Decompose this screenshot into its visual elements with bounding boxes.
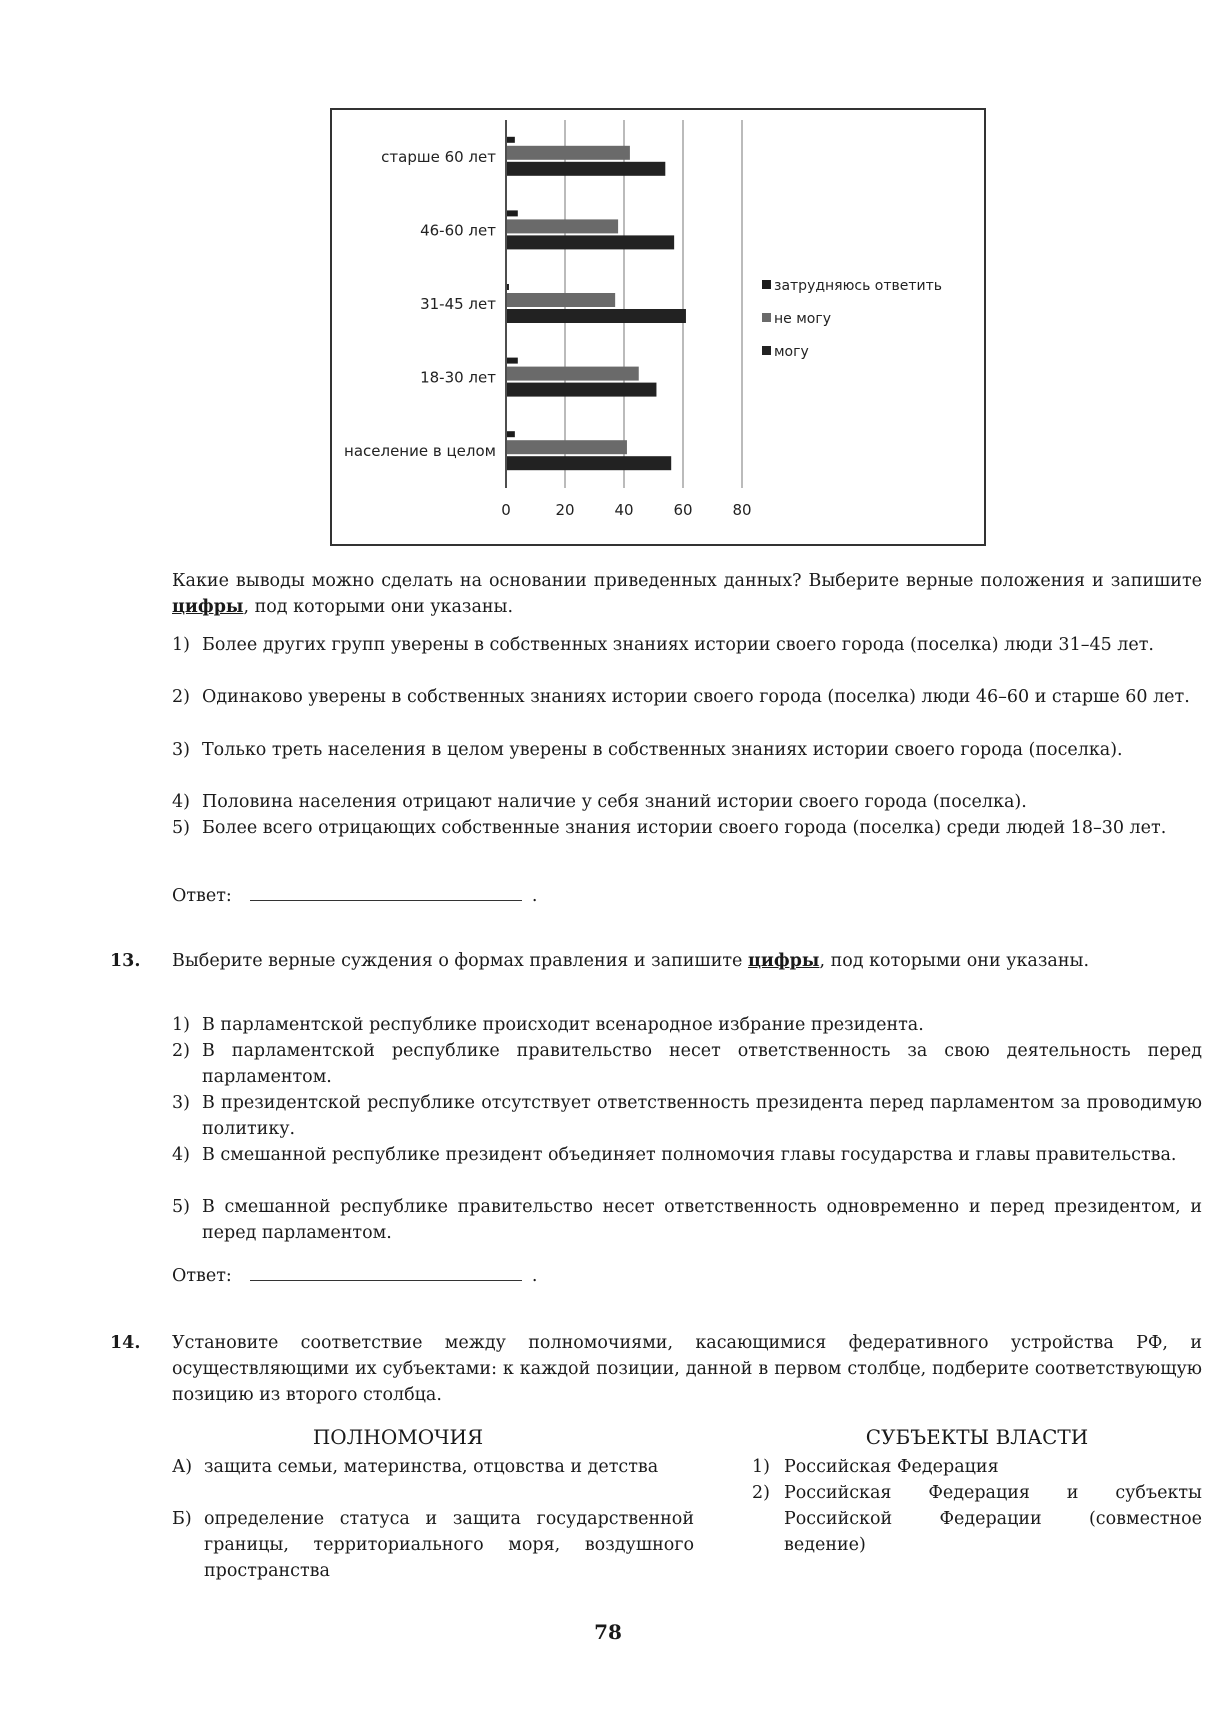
category-label: население в целом [344, 442, 496, 461]
x-tick-label: 20 [555, 501, 575, 519]
x-tick-label: 40 [614, 501, 634, 519]
category-label: 46-60 лет [420, 221, 496, 240]
page-number: 78 [594, 1620, 622, 1644]
bar-0-4 [507, 431, 515, 437]
q13-option-4: 4) В смешанной республике президент объединяет полномочия главы государства и главы правительства. [172, 1145, 1177, 1165]
bar-2-1 [507, 235, 674, 249]
bar-0-3 [507, 358, 518, 364]
x-tick-label: 0 [501, 501, 511, 519]
bar-0-0 [507, 137, 515, 143]
bar-2-3 [507, 383, 656, 397]
q12-option-5: 5) Более всего отрицающих собственные знания истории своего города (поселка) среди людей 18–30 лет. [172, 818, 1167, 838]
bar-1-2 [507, 293, 615, 307]
q14-left-item-a: А) защита семьи, материнства, отцовства и детства [172, 1457, 659, 1477]
q14-right-header: СУБЪЕКТЫ ВЛАСТИ [865, 1425, 1089, 1449]
q13-option-2: 2) В парламентской республике правительство несет ответственность за свою деятельность перед парламентом. [172, 1041, 1202, 1087]
legend-label: затрудняюсь ответить [774, 278, 943, 294]
q14-right-item-1: 1) Российская Федерация [752, 1457, 999, 1477]
category-label: 18-30 лет [420, 368, 496, 387]
bar-2-0 [507, 162, 665, 176]
q13-number: 13. [110, 951, 141, 971]
legend-swatch [762, 346, 771, 355]
category-label: старше 60 лет [381, 147, 496, 166]
q13-prompt: Выберите верные суждения о формах правления и запишите цифры, под которыми они указаны. [172, 951, 1090, 971]
q14-number: 14. [110, 1333, 141, 1353]
bar-1-3 [507, 367, 639, 381]
bar-2-2 [507, 309, 686, 323]
q12-prompt: Какие выводы можно сделать на основании приведенных данных? Выберите верные положения и запишите цифры, под которыми они указаны. [172, 571, 1202, 617]
q12-option-4: 4) Половина населения отрицают наличие у себя знаний истории своего города (поселка). [172, 792, 1027, 812]
q12-option-1: 1) Более других групп уверены в собственных знаниях истории своего города (поселка) люди 31–45 лет. [172, 635, 1154, 655]
q12-answer-field[interactable] [250, 882, 522, 901]
q14-left-item-b: Б) определение статуса и защита государственной границы, территориального моря, воздушного пространства [172, 1509, 694, 1581]
q14-prompt: Установите соответствие между полномочиями, касающимися федеративного устройства РФ, и осуществляющими их субъектами: к каждой позиции, данной в первом столбце, подберите соответствующую позицию из второго столбца. [172, 1333, 1202, 1405]
q13-answer-field[interactable] [250, 1262, 522, 1281]
q14-right-item-2: 2) Российская Федерация и субъекты Российской Федерации (совместное ведение) [752, 1483, 1202, 1555]
q12-option-2: 2) Одинаково уверены в собственных знаниях истории своего города (поселка) люди 46–60 и старше 60 лет. [172, 687, 1190, 707]
q13-option-5: 5) В смешанной республике правительство несет ответственность одновременно и перед президентом, и перед парламентом. [172, 1197, 1202, 1243]
bar-0-2 [507, 284, 509, 290]
bar-1-1 [507, 219, 618, 233]
legend-label: могу [774, 344, 809, 360]
bar-2-4 [507, 456, 671, 470]
x-tick-label: 60 [673, 501, 693, 519]
bar-1-0 [507, 146, 630, 160]
q13-answer: Ответ: . [172, 1262, 537, 1289]
q12-option-3: 3) Только треть населения в целом уверены в собственных знаниях истории своего города (поселка). [172, 740, 1123, 760]
legend-swatch [762, 280, 771, 289]
q13-prompt-bold: цифры [747, 951, 820, 971]
x-tick-label: 80 [732, 501, 752, 519]
q12-prompt-bold: цифры [172, 597, 244, 617]
chart-canvas [332, 110, 984, 544]
q13-option-3: 3) В президентской республике отсутствует ответственность президента перед парламентом за проводимую политику. [172, 1093, 1202, 1139]
category-label: 31-45 лет [420, 295, 496, 313]
legend-swatch [762, 313, 771, 322]
q14-left-header: ПОЛНОМОЧИЯ [312, 1425, 484, 1449]
legend-label: не могу [774, 311, 831, 327]
bar-0-1 [507, 210, 518, 216]
q13-option-1: 1) В парламентской республике происходит всенародное избрание президента. [172, 1015, 924, 1035]
survey-bar-chart [330, 108, 986, 546]
q12-answer: Ответ: . [172, 882, 537, 909]
bar-1-4 [507, 440, 627, 454]
